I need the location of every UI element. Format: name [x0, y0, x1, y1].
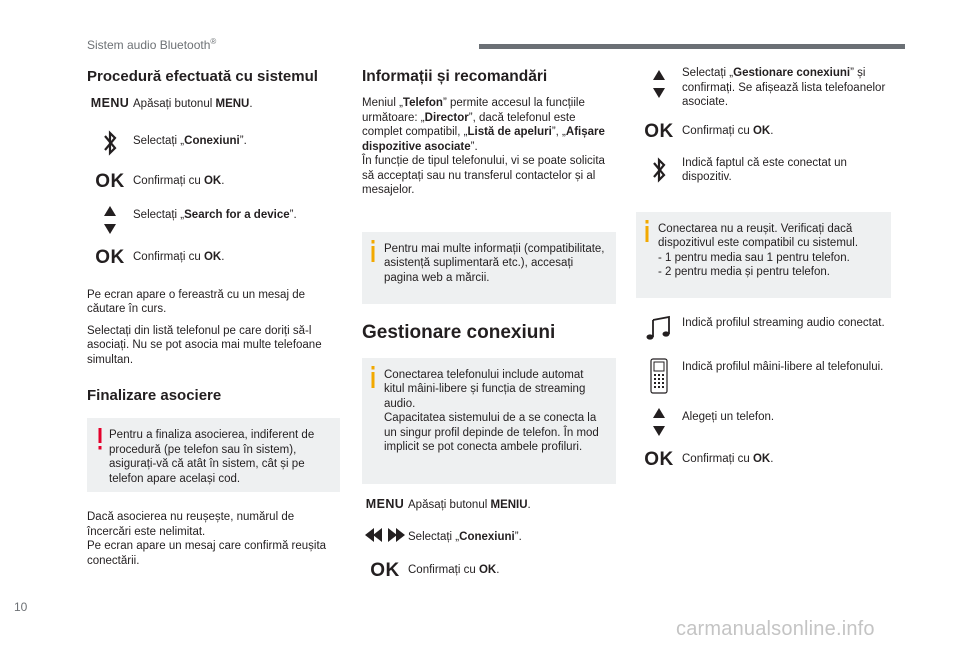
left-right-arrows-icon — [365, 528, 405, 542]
section-title-procedure: Procedură efectuată cu sistemul — [87, 68, 318, 85]
paragraph: Dacă asocierea nu reușește, numărul de încercări este nelimitat. Pe ecran apare un mesaj care confirmă reușita conectării. — [87, 511, 327, 567]
paragraph: Selectați din listă telefonul pe care doriți să-l asociați. Nu se pot asocia mai multe telefoane simultan. — [87, 324, 322, 366]
info-note: Conectarea telefonului include automat kitul mâini-libere și funcția de streaming audio. Capacitatea sistemului de a se conecta la un singur profil depinde de telefon. În mod implicit se pot conecta ambele profiluri. — [362, 358, 616, 484]
exclamation-icon — [97, 428, 103, 450]
step-row: OK Confirmați cu OK. — [644, 448, 774, 470]
info-icon — [370, 240, 376, 262]
paragraph-intro: Meniul „Telefon” permite accesul la funcțiile următoare: „Director”, dacă telefonul este complet compatibil, „Listă de apeluri”, „Afișare dispozitive asociate”. În funcție de tipul telefonului, vi se poate solicita să acceptați sau nu transferul contactelor și al mesajelor. — [362, 97, 605, 196]
column-procedure — [87, 58, 340, 568]
section-title-connections: Gestionare conexiuni — [362, 321, 556, 343]
step-row: OK Confirmați cu OK. — [370, 559, 500, 581]
step-row: Selectați „Conexiuni”. — [362, 528, 616, 545]
info-icon — [644, 220, 650, 242]
column-connections — [636, 66, 891, 470]
info-icon — [370, 366, 376, 388]
phone-handsfree-icon — [650, 358, 668, 394]
section-title-info: Informații și recomandări — [362, 68, 548, 85]
step-row: MENU Apăsați butonul MENIU. — [365, 496, 531, 511]
up-down-arrows-icon — [104, 206, 116, 234]
paragraph: Pe ecran apare o fereastră cu un mesaj de căutare în curs. — [87, 288, 305, 315]
step-row: Indică faptul că este conectat un dispozitiv. — [636, 154, 891, 186]
up-down-arrows-icon — [653, 408, 665, 436]
watermark: carmanualsonline.info — [676, 618, 875, 640]
header-bar — [479, 44, 905, 49]
ok-button-icon: OK — [644, 120, 674, 142]
ok-button-icon: OK — [370, 559, 400, 581]
step-row: Selectați „Search for a device”. — [87, 206, 340, 234]
step-row: OK Confirmați cu OK. — [95, 246, 225, 268]
info-note: Conectarea nu a reușit. Verificați dacă dispozitivul este compatibil cu sistemul. - 1 pentru media sau 1 pentru telefon. - 2 pentru media și pentru telefon. — [636, 212, 891, 298]
column-info — [362, 58, 616, 581]
up-down-arrows-icon — [653, 66, 665, 98]
info-note: Pentru mai multe informații (compatibilitate, asistență suplimentară etc.), accesați pagina web a mărcii. — [362, 232, 616, 304]
step-row: OK Confirmați cu OK. — [644, 120, 774, 142]
bluetooth-icon — [103, 128, 117, 158]
running-header: Sistem audio Bluetooth® — [87, 37, 217, 52]
ok-button-icon: OK — [95, 170, 125, 192]
step-row: Selectați „Gestionare conexiuni” și confirmați. Se afișează lista telefoanelor asociate. — [636, 66, 891, 110]
menu-button-icon: MENU — [90, 96, 130, 110]
step-row: Indică profilul streaming audio conectat. — [636, 314, 891, 342]
step-row: Alegeți un telefon. — [636, 408, 891, 436]
step-row: OK Confirmați cu OK. — [95, 170, 225, 192]
menu-button-icon: MENU — [365, 496, 405, 511]
warning-note: Pentru a finaliza asocierea, indiferent de procedură (pe telefon sau în sistem), asigurați-vă că atât în sistem, cât și pe telefon apare același cod. — [87, 418, 340, 492]
step-row: Selectați „Conexiuni”. — [87, 128, 340, 158]
section-title-finalize: Finalizare asociere — [87, 387, 222, 404]
step-row: MENU Apăsați butonul MENU. — [90, 96, 253, 110]
music-note-icon — [645, 314, 673, 342]
step-row: Indică profilul mâini-libere al telefonului. — [636, 358, 891, 394]
ok-button-icon: OK — [644, 448, 674, 470]
ok-button-icon: OK — [95, 246, 125, 268]
page-number: 10 — [14, 600, 28, 614]
bluetooth-icon — [652, 154, 666, 186]
